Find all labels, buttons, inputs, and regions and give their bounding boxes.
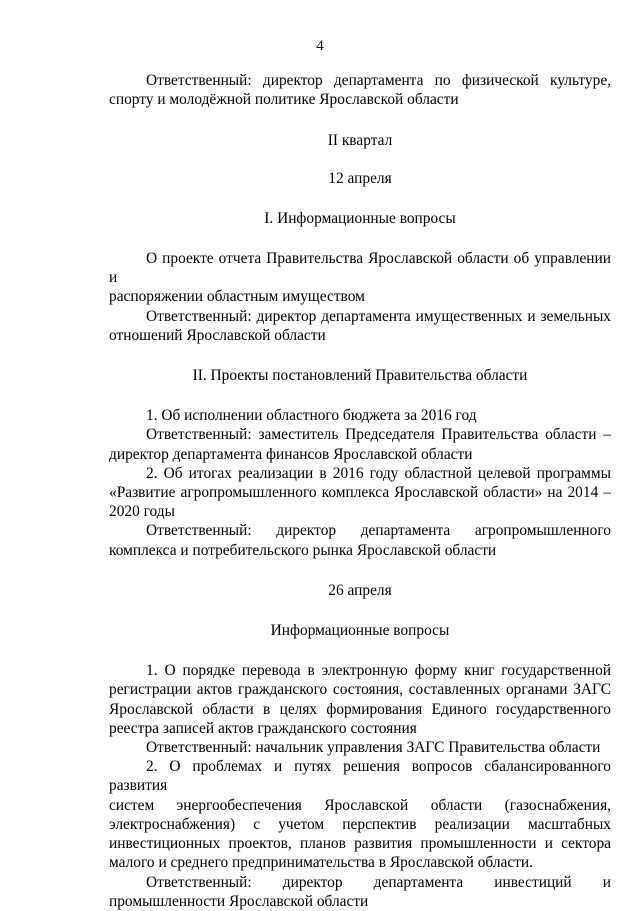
responsible-property-line-1: Ответственный: директор департамента имущественных и земельных	[146, 307, 611, 325]
item-energy-line-4: инвестиционных проектов, планов развития промышленности и сектора	[109, 835, 611, 853]
responsible-sport-line-1: Ответственный: директор департамента по физической культуре,	[146, 72, 611, 89]
responsible-zags: Ответственный: начальник управления ЗАГС Правительства области	[146, 739, 601, 757]
responsible-property-line-2: отношений Ярославской области	[109, 326, 326, 344]
responsible-invest-line-1: Ответственный: директор департамента инвестиций и	[146, 873, 611, 891]
item-program-line-2: «Развитие агропромышленного комплекса Ярославской области» на 2014 –	[109, 484, 611, 502]
responsible-agro-line-1: Ответственный: директор департамента агропромышленного	[146, 522, 611, 540]
quarter-heading: II квартал	[327, 132, 393, 150]
item-program-line-3: 2020 годы	[109, 503, 175, 521]
document-body	[109, 71, 611, 911]
item-zags-line-1: 1. О порядке перевода в электронную форму книг государственной	[146, 662, 611, 680]
item-energy-line-5: малого и среднего предпринимательства в Ярославской области.	[109, 854, 533, 872]
item-zags-line-4: реестра записей актов гражданского состояния	[109, 719, 417, 737]
page-number: 4	[316, 38, 324, 54]
item-energy-line-3: электроснабжения) с учетом перспектив реализации масштабных	[109, 815, 611, 833]
item-zags-line-3: Ярославской области в целях формирования Единого государственного	[109, 700, 611, 718]
item-property-report-line-2: распоряжении областным имуществом	[109, 288, 365, 306]
responsible-finance-line-1: Ответственный: заместитель Председателя Правительства области –	[146, 426, 611, 444]
date-heading-april-12: 12 апреля	[328, 169, 392, 187]
item-budget: 1. Об исполнении областного бюджета за 2016 год	[146, 407, 477, 425]
section-heading-draft-resolutions: II. Проекты постановлений Правительства области	[192, 367, 528, 385]
section-heading-info-questions: I. Информационные вопросы	[264, 209, 456, 227]
item-property-report-line-1: О проекте отчета Правительства Ярославской области об управлении и	[109, 250, 611, 287]
item-zags-line-2: регистрации актов гражданского состояния, составленных органами ЗАГС	[109, 681, 611, 699]
responsible-finance-line-2: директор департамента финансов Ярославской области	[109, 445, 473, 463]
item-energy-line-2: систем энергообеспечения Ярославской области (газоснабжения,	[109, 796, 611, 814]
date-heading-april-26: 26 апреля	[328, 581, 392, 599]
responsible-invest-line-2: промышленности Ярославской области	[109, 892, 369, 910]
section-heading-info-questions-2: Информационные вопросы	[270, 622, 450, 640]
responsible-agro-line-2: комплекса и потребительского рынка Ярославской области	[109, 541, 497, 559]
responsible-sport-line-2: спорту и молодёжной политике Ярославской области	[109, 91, 459, 109]
item-program-line-1: 2. Об итогах реализации в 2016 году областной целевой программы	[146, 464, 611, 482]
item-energy-line-1: 2. О проблемах и путях решения вопросов сбалансированного развития	[109, 758, 611, 795]
